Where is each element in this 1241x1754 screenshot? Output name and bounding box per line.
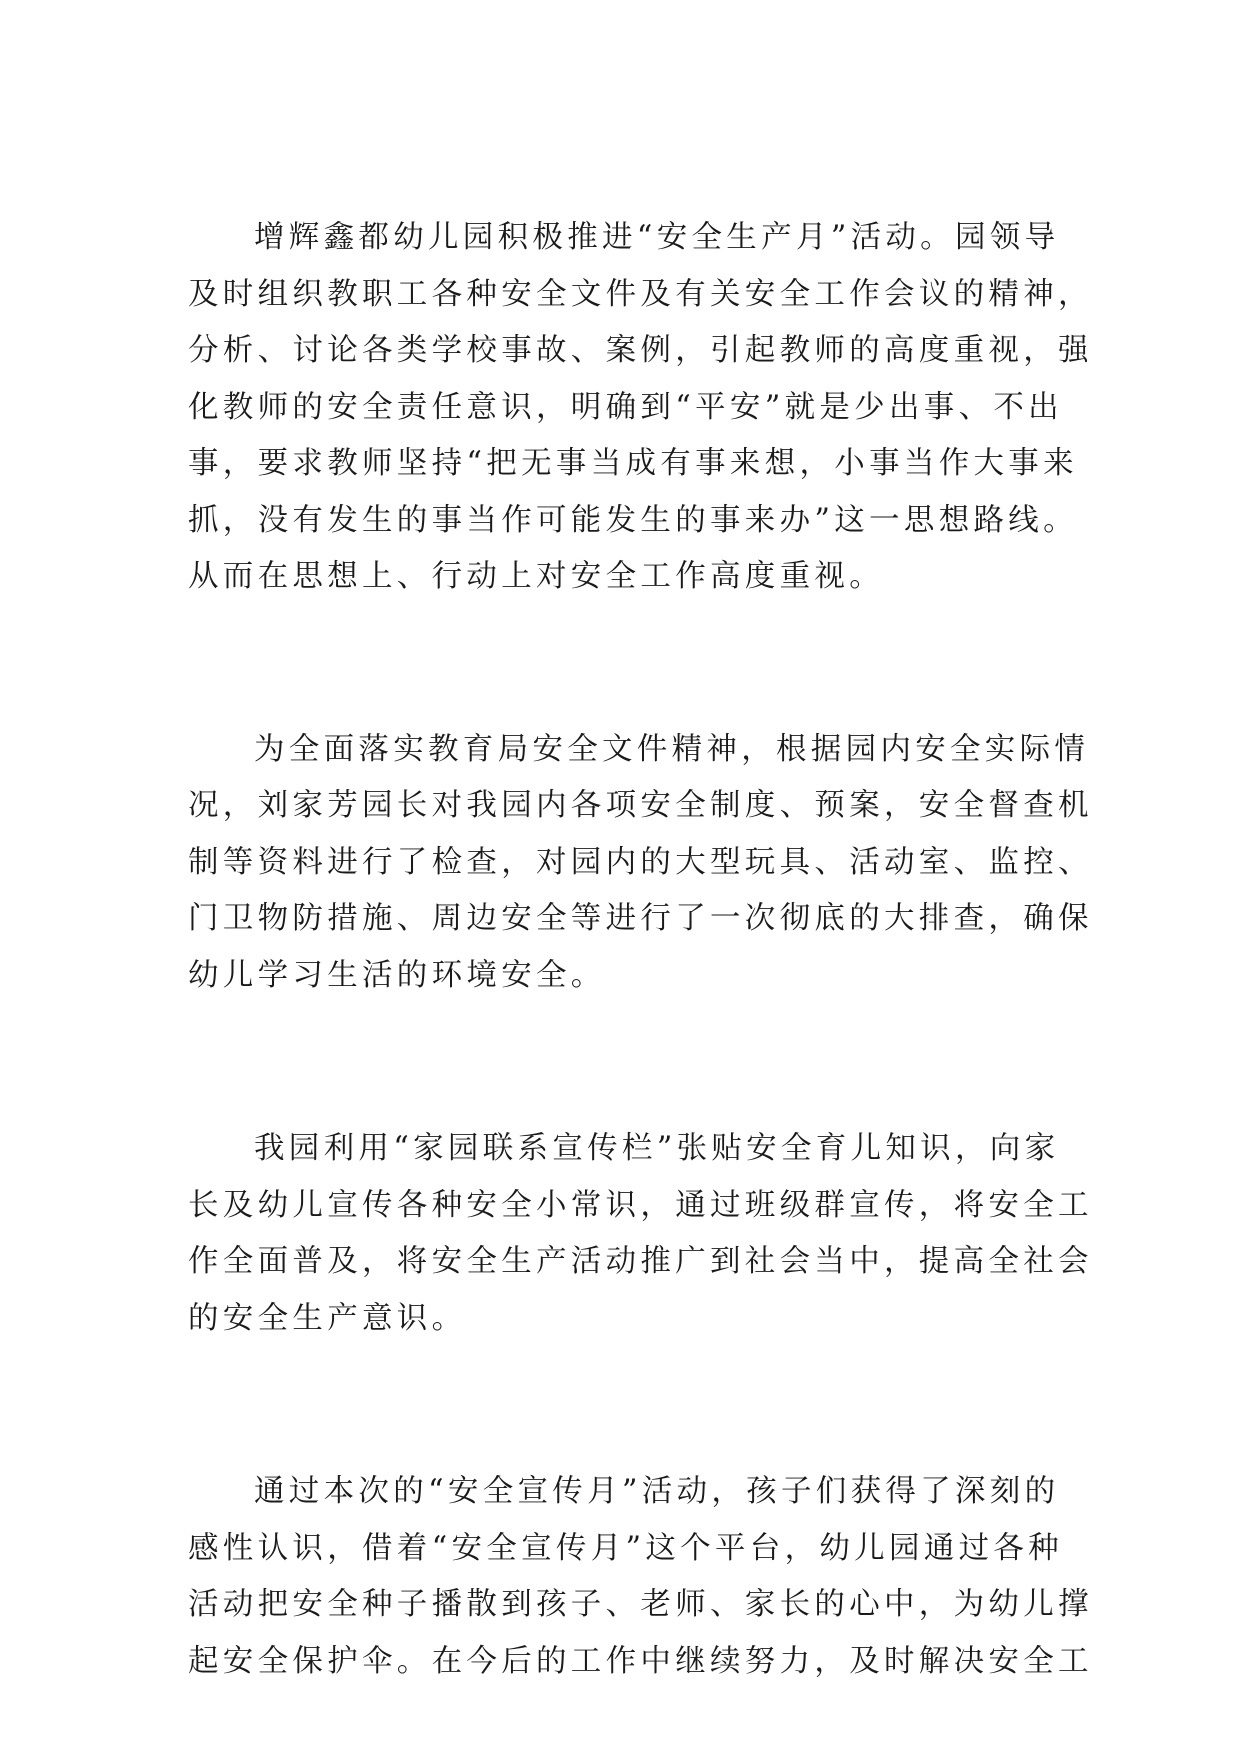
text-line: 抓，没有发生的事当作可能发生的事来办”这一思想路线。 [188,502,1078,538]
paragraph-spacer [188,1004,1068,1121]
text-line: 事，要求教师坚持“把无事当成有事来想，小事当作大事来 [188,446,1078,481]
text-line: 我园利用“家园联系宣传栏”张贴安全育儿知识，向家 [254,1131,1060,1166]
text-line: 从而在思想上、行动上对安全工作高度重视。 [188,559,884,594]
text-line: 为全面落实教育局安全文件精神，根据园内安全实际情 [254,731,1090,767]
text-line: 起安全保护伞。在今后的工作中继续努力，及时解决安全工 [188,1643,1093,1679]
paragraph-4 [188,1464,1093,1690]
paragraph-spacer [188,606,1068,722]
text-line: 长及幼儿宣传各种安全小常识，通过班级群宣传，将安全工 [188,1187,1093,1223]
paragraph-2 [188,722,1093,1005]
text-line: 分析、讨论各类学校事故、案例，引起教师的高度重视，强 [188,333,1093,368]
text-line: 作全面普及，将安全生产活动推广到社会当中，提高全社会 [188,1244,1093,1279]
paragraph-3 [188,1121,1093,1347]
text-line: 感性认识，借着“安全宣传月”这个平台，幼儿园通过各种 [188,1530,1063,1566]
text-line: 的安全生产意识。 [188,1300,467,1336]
text-line: 化教师的安全责任意识，明确到“平安”就是少出事、不出 [188,389,1063,425]
document-body [188,210,1093,1690]
text-line: 制等资料进行了检查，对园内的大型玩具、活动室、监控、 [188,844,1093,880]
paragraph-1 [188,210,1093,606]
text-line: 通过本次的“安全宣传月”活动，孩子们获得了深刻的 [254,1474,1060,1509]
text-line: 活动把安全种子播散到孩子、老师、家长的心中，为幼儿撑 [188,1587,1093,1622]
paragraph-spacer [188,1347,1068,1464]
text-line: 幼儿学习生活的环境安全。 [188,957,606,993]
text-line: 增辉鑫都幼儿园积极推进“安全生产月”活动。园领导 [254,220,1060,255]
text-line: 门卫物防措施、周边安全等进行了一次彻底的大排查，确保 [188,901,1093,936]
text-line: 及时组织教职工各种安全文件及有关安全工作会议的精神， [188,276,1093,312]
text-line: 况，刘家芳园长对我园内各项安全制度、预案，安全督查机 [188,788,1093,823]
